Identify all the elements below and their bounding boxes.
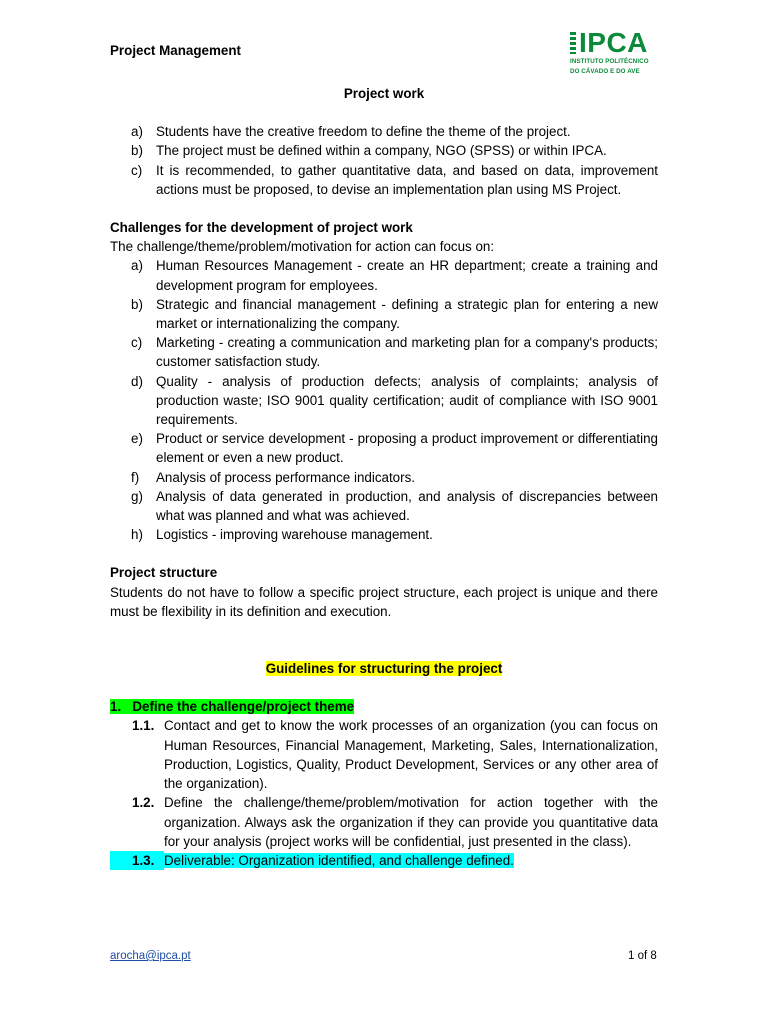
ipca-logo: [570, 27, 656, 75]
list-marker: h): [131, 527, 143, 543]
list-item-text: Strategic and financial management - defining a strategic plan for entering a new market or internationalizing the company.: [156, 296, 658, 332]
structure-text: Students do not have to follow a specific project structure, each project is unique and there must be flexibility in its definition and execution.: [110, 584, 658, 619]
list-marker: b): [131, 296, 143, 312]
list-item: [110, 161, 658, 199]
substep-text: Contact and get to know the work processes of an organization (you can focus on Human Resources, Financial Management, Marketing, Sales, Internationalization, Production, Logistics, Quality, Product Development, Services or any other area of the organization).: [164, 718, 658, 792]
challenges-intro: The challenge/theme/problem/motivation for action can focus on:: [110, 239, 495, 255]
logo-subtitle-2: DO CÁVADO E DO AVE: [570, 67, 640, 75]
list-item-text: Logistics - improving warehouse management.: [156, 527, 433, 543]
list-item: [110, 333, 658, 371]
list-item: [110, 525, 658, 544]
substep-item: [110, 851, 658, 870]
substep-item: [110, 716, 658, 793]
deliverable-highlight: Deliverable: Organization identified, and challenge defined.: [164, 852, 514, 868]
list-item: [110, 122, 658, 141]
substep-deliverable: [164, 851, 658, 870]
logo-wordmark: [570, 27, 656, 58]
list-marker: d): [131, 373, 143, 389]
challenges-heading: Challenges for the development of project work: [110, 220, 413, 236]
list-marker: a): [131, 258, 143, 274]
page-title: Project work: [343, 86, 425, 101]
list-item: [110, 429, 658, 467]
step-1-highlight: [110, 699, 354, 714]
list-item: [110, 487, 658, 525]
substep-text: Define the challenge/theme/problem/motivation for action together with the organization. Always ask the organization if they can provide you quantitative data for your analysis (project works will be confidential, just presented in the class).: [164, 795, 658, 849]
list-marker: b): [131, 143, 143, 159]
structure-heading: Project structure: [110, 565, 218, 581]
logo-name: IPCA: [579, 27, 648, 58]
list-item: [110, 295, 658, 333]
list-item-text: The project must be defined within a company, NGO (SPSS) or within IPCA.: [156, 143, 607, 159]
list-item: [110, 141, 658, 160]
list-item: [110, 372, 658, 430]
list-marker: a): [131, 124, 143, 140]
document-header-title: Project Management: [110, 43, 241, 58]
intro-list: [110, 122, 658, 199]
document-body: [110, 84, 658, 870]
list-item-text: Quality - analysis of production defects; analysis of complaints; analysis of production waste; ISO 9001 quality certification; audit of compliance with ISO 9001 requirements.: [156, 373, 658, 428]
list-item-text: It is recommended, to gather quantitative data, and based on data, improvement actions must be proposed, to devise an implementation plan using MS Project.: [156, 162, 658, 197]
step-1-label: Define the challenge/project theme: [132, 699, 355, 715]
substep-number: 1.1.: [132, 718, 155, 734]
list-marker: g): [131, 488, 143, 504]
list-item-text: Analysis of data generated in production, and analysis of discrepancies between what was planned and what was achieved.: [156, 488, 658, 524]
author-email-link[interactable]: arocha@ipca.pt: [110, 950, 191, 962]
step-1-heading: [110, 697, 658, 716]
step-1-number: 1.: [110, 699, 122, 715]
list-item: [110, 468, 658, 487]
list-marker: c): [131, 162, 143, 178]
guidelines-heading-row: [110, 659, 658, 678]
list-item-text: Marketing - creating a communication and marketing plan for a company's products; customer satisfaction study.: [156, 335, 658, 370]
substep-number: 1.2.: [132, 795, 155, 811]
list-item-text: Students have the creative freedom to define the theme of the project.: [156, 124, 571, 140]
list-item-text: Human Resources Management - create an HR department; create a training and development program for employees.: [156, 258, 658, 293]
logo-stripe-icon: [570, 32, 576, 54]
list-item-text: Analysis of process performance indicators.: [156, 469, 415, 485]
guidelines-heading: Guidelines for structuring the project: [265, 661, 503, 677]
list-item: [110, 256, 658, 294]
list-marker: f): [131, 469, 140, 485]
list-marker: c): [131, 335, 143, 351]
substep-number: 1.3.: [110, 851, 164, 870]
page-number: 1 of 8: [628, 950, 657, 962]
substep-item: [110, 793, 658, 851]
list-item-text: Product or service development - proposing a product improvement or differentiating element or even a new product.: [156, 431, 658, 466]
challenges-list: [110, 256, 658, 544]
logo-subtitle-1: INSTITUTO POLITÉCNICO: [570, 58, 649, 65]
list-marker: e): [131, 431, 143, 447]
